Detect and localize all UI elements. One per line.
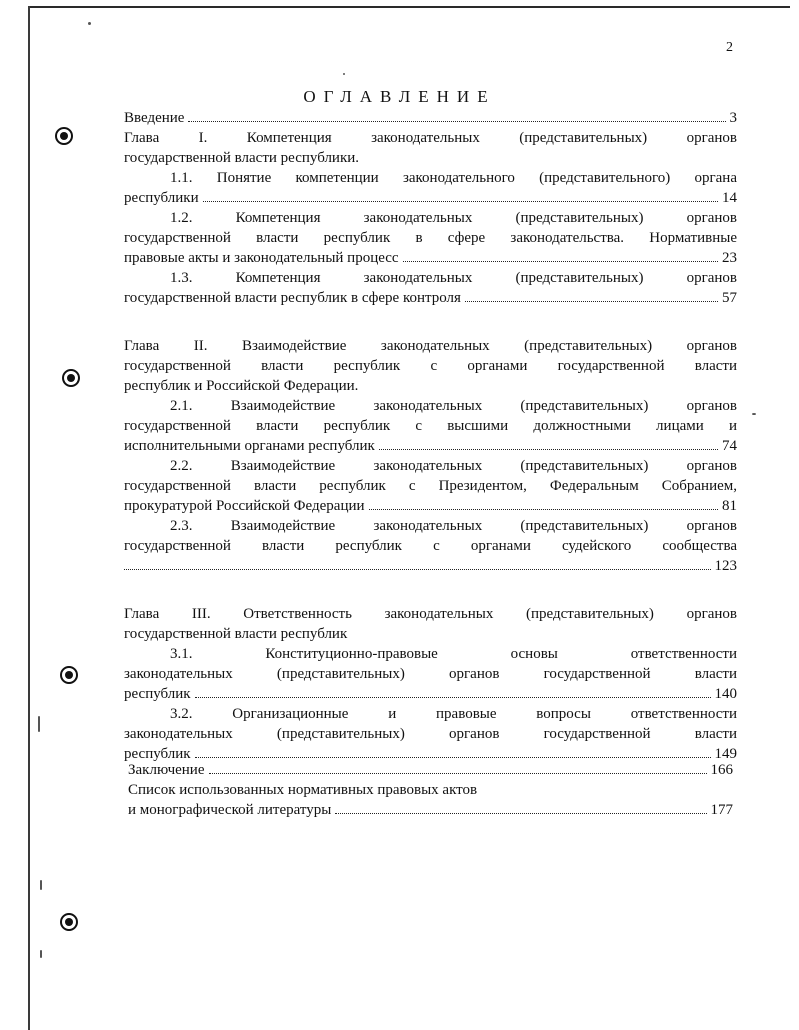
dot-leader xyxy=(209,772,707,774)
toc-page-number: 177 xyxy=(710,802,733,818)
dot-leader xyxy=(403,260,718,262)
punch-hole xyxy=(60,913,78,931)
toc-entry-2-3[interactable] xyxy=(124,556,737,576)
punch-hole xyxy=(60,666,78,684)
toc-page-number: 74 xyxy=(722,438,737,454)
toc-page-number: 140 xyxy=(714,686,737,702)
section-1-1-heading: 1.1. Понятие компетенции законодательного (представительного) органа xyxy=(170,170,737,186)
scan-speck xyxy=(40,880,42,890)
section-3-1-heading: 3.1. Конституционно-правовые основы ответственности xyxy=(170,646,737,662)
toc-page-number: 3 xyxy=(729,110,737,126)
scan-edge-left xyxy=(28,6,30,1030)
toc-entry-2-2[interactable] xyxy=(124,496,737,516)
toc-entry-label: и монографической литературы xyxy=(128,802,332,818)
section-2-2-heading: 2.2. Взаимодействие законодательных (представительных) органов xyxy=(170,458,737,474)
chapter-3-heading: Глава III. Ответственность законодательных (представительных) органов xyxy=(124,606,737,622)
toc-entry-1-1[interactable] xyxy=(124,188,737,208)
toc-page-number: 123 xyxy=(714,558,737,574)
toc-entry-2-1[interactable] xyxy=(124,436,737,456)
dot-leader xyxy=(369,508,718,510)
punch-hole xyxy=(55,127,73,145)
toc-entry-1-3[interactable] xyxy=(124,288,737,308)
toc-page-number: 149 xyxy=(714,746,737,762)
toc-entry-label: государственной власти республик в сфере контроля xyxy=(124,290,461,306)
spacer xyxy=(124,576,737,604)
section-1-2-heading-cont: государственной власти республик в сфере законодательства. Нормативные xyxy=(124,230,737,246)
toc-entry-label: прокуратурой Российской Федерации xyxy=(124,498,365,514)
dot-leader xyxy=(203,200,718,202)
scan-speck xyxy=(88,22,91,25)
chapter-2-heading-cont: республик и Российской Федерации. xyxy=(124,378,359,394)
section-1-3-heading: 1.3. Компетенция законодательных (представительных) органов xyxy=(170,270,737,286)
toc-entry-conclusion[interactable] xyxy=(128,760,733,780)
toc-entry-label: исполнительными органами республик xyxy=(124,438,375,454)
section-1-2-heading: 1.2. Компетенция законодательных (представительных) органов xyxy=(170,210,737,226)
toc-entry-intro[interactable] xyxy=(124,108,737,128)
dot-leader xyxy=(188,120,725,122)
toc-entry-label: правовые акты и законодательный процесс xyxy=(124,250,399,266)
chapter-1-heading: Глава I. Компетенция законодательных (представительных) органов xyxy=(124,130,737,146)
scan-edge-top xyxy=(30,6,790,8)
dot-leader xyxy=(335,812,706,814)
dot-leader xyxy=(195,696,711,698)
dot-leader xyxy=(124,568,711,570)
toc-entry-1-2[interactable] xyxy=(124,248,737,268)
toc-entry-label: Введение xyxy=(124,110,185,126)
toc-entry-label: Заключение xyxy=(128,762,205,778)
chapter-1-heading-cont: государственной власти республики. xyxy=(124,150,360,166)
section-3-1-heading-cont: законодательных (представительных) органов государственной власти xyxy=(124,666,737,682)
toc-page-number: 166 xyxy=(710,762,733,778)
section-2-3-heading: 2.3. Взаимодействие законодательных (представительных) органов xyxy=(170,518,737,534)
punch-hole xyxy=(62,369,80,387)
scan-speck xyxy=(38,716,40,732)
toc-entry-label: республики xyxy=(124,190,199,206)
dot-leader xyxy=(379,448,718,450)
toc-entry-bibliography[interactable] xyxy=(128,800,733,820)
toc-entry-3-1[interactable] xyxy=(124,684,737,704)
page-number: 2 xyxy=(726,40,733,55)
toc-entry-label: республик xyxy=(124,686,191,702)
toc-page-number: 14 xyxy=(722,190,737,206)
chapter-3-heading-cont: государственной власти республик xyxy=(124,626,348,642)
section-3-2-heading: 3.2. Организационные и правовые вопросы ответственности xyxy=(170,706,737,722)
section-2-1-heading-cont: государственной власти республик с высшими должностными лицами и xyxy=(124,418,737,434)
dot-leader xyxy=(465,300,718,302)
scan-speck xyxy=(752,413,756,415)
toc-end-block xyxy=(128,760,733,820)
page-title: ОГЛАВЛЕНИЕ xyxy=(303,87,496,106)
chapter-2-heading: Глава II. Взаимодействие законодательных (представительных) органов xyxy=(124,338,737,354)
section-3-2-heading-cont: законодательных (представительных) органов государственной власти xyxy=(124,726,737,742)
toc-entry-label: республик xyxy=(124,746,191,762)
toc-page-number: 81 xyxy=(722,498,737,514)
toc-page-number: 57 xyxy=(722,290,737,306)
toc-page-number: 23 xyxy=(722,250,737,266)
scan-speck xyxy=(40,950,42,958)
dot-leader xyxy=(195,756,711,758)
section-2-2-heading-cont: государственной власти республик с Президентом, Федеральным Собранием, xyxy=(124,478,737,494)
section-2-1-heading: 2.1. Взаимодействие законодательных (представительных) органов xyxy=(170,398,737,414)
table-of-contents xyxy=(124,108,737,764)
spacer xyxy=(124,308,737,336)
bibliography-heading: Список использованных нормативных правовых актов xyxy=(128,782,478,798)
chapter-2-heading-cont: государственной власти республик с органами государственной власти xyxy=(124,358,737,374)
scan-speck xyxy=(343,73,345,75)
section-2-3-heading-cont: государственной власти республик с органами судейского сообщества xyxy=(124,538,737,554)
